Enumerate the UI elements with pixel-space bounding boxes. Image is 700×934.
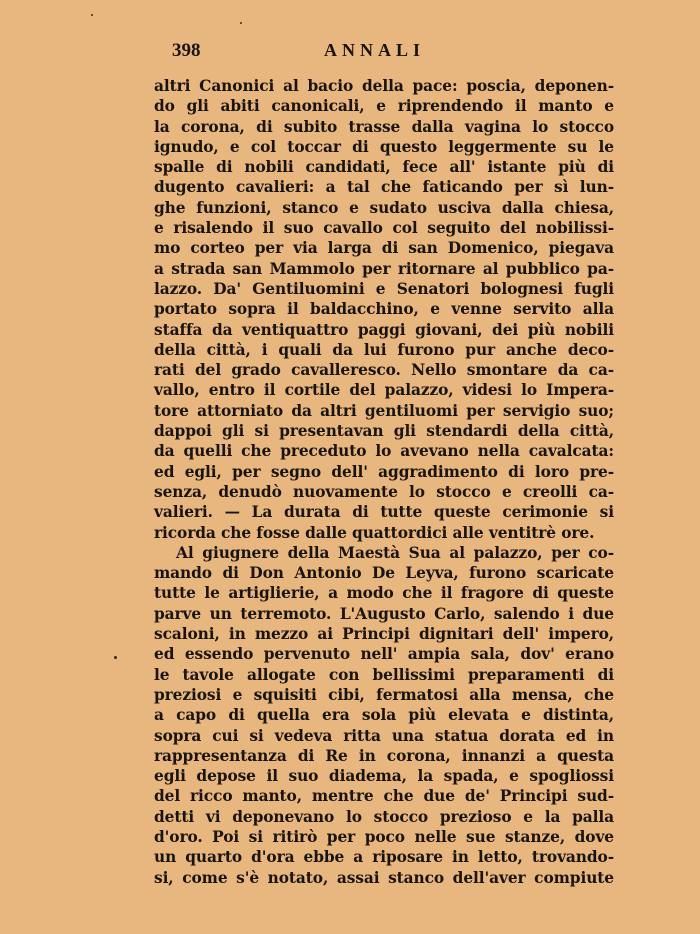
text-line: parve un terremoto. L'Augusto Carlo, salendo i due [154, 604, 614, 623]
text-line: altri Canonici al bacio della pace: poscia, deponen- [154, 77, 614, 95]
text-line: e risalendo il suo cavallo col seguito del nobilissi- [154, 219, 614, 238]
text-line: le tavole allogate con bellissimi preparamenti di [154, 665, 614, 684]
text-line: ed essendo pervenuto nell' ampia sala, dov' erano [154, 645, 614, 664]
paragraph-last-line: ricorda che fosse dalle quattordici alle ventitrè ore. [154, 523, 595, 542]
text-line: do gli abiti canonicali, e riprendendo il manto e [154, 97, 614, 116]
text-line: dugento cavalieri: a tal che faticando per sì lun- [154, 178, 614, 197]
text-line: valieri. — La durata di tutte queste cerimonie si [154, 503, 614, 522]
text-line: tore attorniato da altri gentiluomi per servigio suo; [154, 401, 614, 420]
text-line: un quarto d'ora ebbe a riposare in letto, trovando- [154, 848, 614, 867]
text-line: dappoi gli si presentavan gli stendardi della città, [154, 422, 614, 441]
text-line: d'oro. Poi si ritirò per poco nelle sue stanze, dove [154, 827, 614, 846]
text-line: la corona, di subito trasse dalla vagina lo stocco [154, 117, 614, 136]
text-line: lazzo. Da' Gentiluomini e Senatori bolognesi fugli [154, 279, 614, 298]
text-line: mo corteo per via larga di san Domenico, piegava [154, 239, 614, 258]
text-line: preziosi e squisiti cibi, fermatosi alla mensa, che [154, 685, 614, 704]
text-line: si, come s'è notato, assai stanco dell'aver compiute [154, 868, 614, 887]
paper-speck [114, 656, 117, 659]
text-line: vallo, entro il cortile del palazzo, videsi lo Impera- [154, 381, 614, 400]
text-line: rati del grado cavalleresco. Nello smontare da ca- [154, 361, 614, 380]
text-line: detti vi deponevano lo stocco prezioso e la palla [154, 807, 614, 826]
page-number: 398 [172, 40, 201, 61]
text-line: staffa da ventiquattro paggi giovani, dei più nobili [154, 320, 614, 339]
text-line: del ricco manto, mentre che due de' Principi sud- [154, 787, 614, 806]
text-line: ignudo, e col toccar di questo leggermente su le [154, 137, 614, 156]
running-head [172, 40, 616, 64]
text-line: a strada san Mammolo per ritornare al pubblico pa- [154, 259, 614, 278]
paper-speck [91, 14, 93, 16]
text-line: ed egli, per segno dell' aggradimento di loro pre- [154, 462, 614, 481]
text-line: sopra cui si vedeva ritta una statua dorata ed in [154, 726, 614, 745]
text-line: scaloni, in mezzo ai Principi dignitari dell' impero, [154, 625, 614, 644]
text-line: ghe funzioni, stanco e sudato usciva dalla chiesa, [154, 198, 614, 217]
body-text [154, 76, 614, 888]
text-line: da quelli che preceduto lo avevano nella cavalcata: [154, 442, 614, 461]
text-line: rappresentanza di Re in corona, innanzi a questa [154, 746, 614, 765]
paragraph-first-line: Al giugnere della Maestà Sua al palazzo, per co- [176, 543, 614, 562]
text-line: a capo di quella era sola più elevata e distinta, [154, 706, 614, 725]
text-line: mando di Don Antonio De Leyva, furono scaricate [154, 564, 614, 583]
text-line: della città, i quali da lui furono pur anche deco- [154, 340, 614, 359]
text-line: portato sopra il baldacchino, e venne servito alla [154, 300, 614, 319]
paper-speck [240, 22, 242, 24]
text-line: egli depose il suo diadema, la spada, e spogliossi [154, 767, 614, 786]
text-line: spalle di nobili candidati, fece all' istante più di [154, 158, 614, 177]
running-title: ANNALI [324, 40, 426, 60]
text-line: tutte le artiglierie, a modo che il fragore di queste [154, 584, 614, 603]
text-line: senza, denudò nuovamente lo stocco e creolli ca- [154, 482, 614, 501]
